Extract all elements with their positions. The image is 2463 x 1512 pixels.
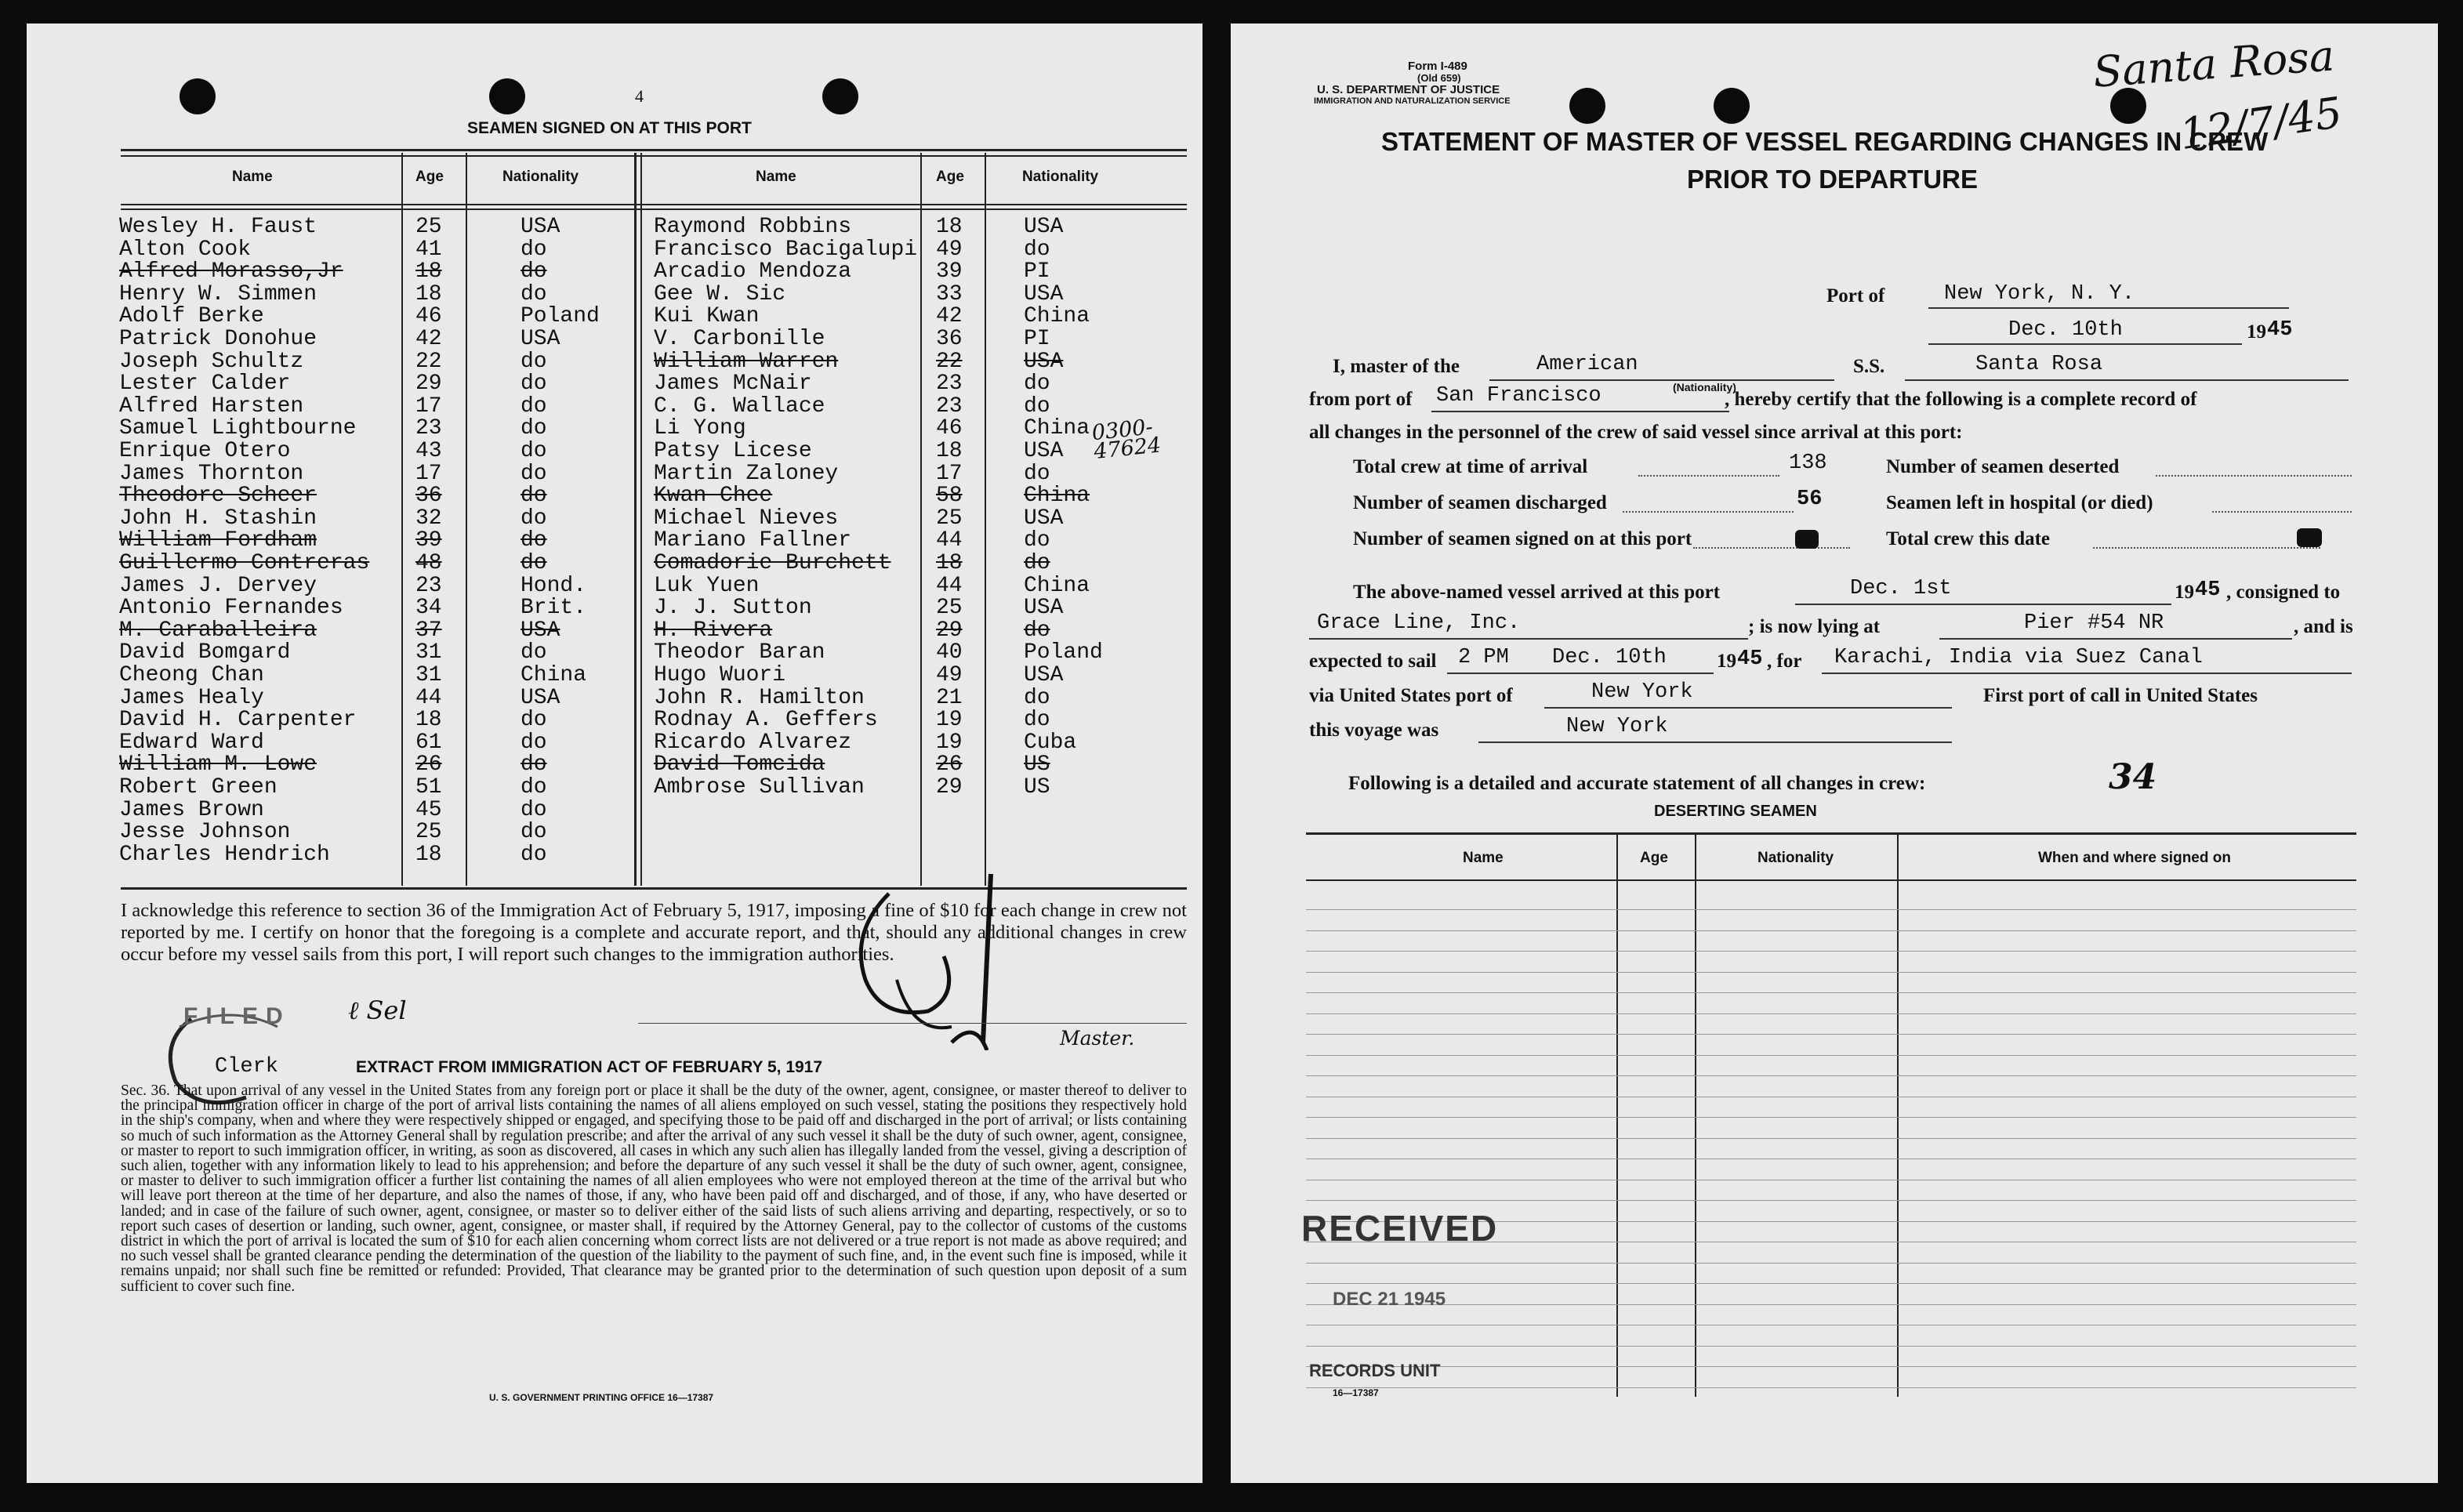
punch-hole xyxy=(822,78,858,114)
crew-nationality: do xyxy=(1024,461,1050,486)
certify-text: , hereby certify that the following is a complete record of xyxy=(1725,389,2197,410)
crew-age: 48 xyxy=(415,551,442,575)
crew-nationality: USA xyxy=(1024,596,1064,621)
crew-nationality: do xyxy=(521,461,547,486)
deserting-row-line xyxy=(1306,1158,2356,1159)
sail-year: 45 xyxy=(1737,647,1763,671)
crew-nationality: Poland xyxy=(1024,640,1103,665)
crew-age: 51 xyxy=(415,775,442,800)
crew-age: 44 xyxy=(936,573,963,598)
crew-name: Comadorie Burchett xyxy=(654,551,891,575)
crew-row xyxy=(27,618,1140,641)
crew-age: 37 xyxy=(415,618,442,643)
deserting-col-nationality: Nationality xyxy=(1757,850,1834,866)
crew-name: M. Caraballeira xyxy=(119,618,317,643)
crew-row xyxy=(27,775,1140,798)
crew-name: William Fordham xyxy=(119,528,317,553)
crew-row xyxy=(27,820,1140,843)
crew-row xyxy=(27,215,1140,237)
crew-nationality: do xyxy=(1024,393,1050,419)
crew-name: Guillermo Contreras xyxy=(119,551,370,575)
col-header-nationality-2: Nationality xyxy=(1022,169,1099,185)
crew-age: 36 xyxy=(936,327,963,351)
crew-name: James J. Dervey xyxy=(119,573,317,598)
crew-age: 46 xyxy=(415,304,442,329)
crew-nationality: do xyxy=(1024,372,1050,397)
deserting-row-line xyxy=(1306,992,2356,993)
crew-name: Wesley H. Faust xyxy=(119,215,317,239)
crew-row xyxy=(27,798,1140,821)
crew-nationality: China xyxy=(1024,484,1090,509)
crew-nationality: China xyxy=(1024,573,1090,598)
crew-name: James Brown xyxy=(119,797,264,822)
crew-name: C. G. Wallace xyxy=(654,393,825,419)
crew-name: H. Rivera xyxy=(654,618,773,643)
crew-name: William M. Lowe xyxy=(119,752,317,778)
crew-name: J. J. Sutton xyxy=(654,596,812,621)
crew-age: 18 xyxy=(415,281,442,306)
crew-name: Samuel Lightbourne xyxy=(119,416,357,441)
col-header-nationality: Nationality xyxy=(502,169,579,185)
deserting-col-age: Age xyxy=(1640,850,1668,866)
deserting-row-line xyxy=(1306,1117,2356,1118)
crew-name: Charles Hendrich xyxy=(119,842,330,867)
crew-age: 17 xyxy=(936,461,963,486)
crew-nationality: USA xyxy=(521,327,560,351)
deserting-row-line xyxy=(1306,951,2356,952)
crew-age: 23 xyxy=(936,372,963,397)
handwritten-date: 12/7/45 xyxy=(2176,87,2345,160)
deserting-row-line xyxy=(1306,1138,2356,1139)
crew-row xyxy=(27,752,1140,778)
crew-nationality: do xyxy=(521,393,547,419)
deserting-row-line xyxy=(1306,1283,2356,1284)
crew-age: 18 xyxy=(936,551,963,575)
crew-name: Alton Cook xyxy=(119,237,252,262)
crew-nationality: do xyxy=(1024,685,1050,710)
all-changes-text: all changes in the personnel of the crew of said vessel since arrival at this port: xyxy=(1309,422,1963,443)
crew-nationality: do xyxy=(521,237,547,262)
crew-age: 22 xyxy=(415,349,442,374)
crew-row xyxy=(27,551,1140,574)
crew-age: 18 xyxy=(936,215,963,239)
following-text: Following is a detailed and accurate statement of all changes in crew: xyxy=(1348,773,1926,794)
first-port-label: First port of call in United States xyxy=(1983,685,2258,706)
crew-nationality: do xyxy=(521,281,547,306)
crew-nationality: do xyxy=(521,752,547,778)
crew-nationality: USA xyxy=(521,215,560,239)
voyage-value: New York xyxy=(1566,715,1668,738)
discharged-value: 56 xyxy=(1797,488,1823,511)
total-arrival-label: Total crew at time of arrival xyxy=(1353,456,1588,477)
master-of-label: I, master of the xyxy=(1333,356,1460,377)
crew-nationality: do xyxy=(1024,551,1050,575)
crew-age: 44 xyxy=(415,685,442,710)
from-port-label: from port of xyxy=(1309,389,1413,410)
page-number: 4 xyxy=(635,86,644,106)
arrived-year: 45 xyxy=(2195,578,2221,602)
crew-name: Ambrose Sullivan xyxy=(654,775,865,800)
crew-nationality: do xyxy=(521,439,547,463)
deserted-label: Number of seamen deserted xyxy=(1886,456,2120,477)
crew-nationality: PI xyxy=(1024,259,1050,285)
punch-hole xyxy=(1569,88,1605,124)
punch-hole xyxy=(1714,88,1750,124)
lying-label: ; is now lying at xyxy=(1748,616,1881,637)
crew-age: 58 xyxy=(936,484,963,509)
col-header-name: Name xyxy=(232,169,273,185)
crew-nationality: do xyxy=(521,484,547,509)
crew-nationality: USA xyxy=(1024,439,1064,463)
records-unit-stamp: RECORDS UNIT xyxy=(1309,1361,1441,1380)
crew-age: 26 xyxy=(415,752,442,778)
crew-age: 26 xyxy=(936,752,963,778)
crew-age: 22 xyxy=(936,349,963,374)
crew-nationality: do xyxy=(521,349,547,374)
pier-value: Pier #54 NR xyxy=(2024,611,2164,635)
crew-age: 42 xyxy=(936,304,963,329)
crew-nationality: China xyxy=(1024,416,1090,441)
form-title-line2: PRIOR TO DEPARTURE xyxy=(1687,165,1978,194)
crew-row xyxy=(27,327,1140,350)
crew-age: 25 xyxy=(936,506,963,531)
crew-age: 40 xyxy=(936,640,963,665)
punch-hole xyxy=(180,78,216,114)
crew-nationality: Brit. xyxy=(521,596,587,621)
crew-row xyxy=(27,372,1140,397)
crew-nationality: Hond. xyxy=(521,573,587,598)
punch-hole xyxy=(489,78,525,114)
crew-nationality: do xyxy=(521,372,547,397)
crew-name: Theodor Baran xyxy=(654,640,825,665)
crew-name: Joseph Schultz xyxy=(119,349,304,374)
crew-row xyxy=(27,462,1140,484)
crew-name: Kwan Chee xyxy=(654,484,773,509)
crew-name: James McNair xyxy=(654,372,812,397)
crew-nationality: do xyxy=(521,528,547,553)
crew-age: 31 xyxy=(415,640,442,665)
crew-nationality: do xyxy=(1024,708,1050,733)
crew-name: Ricardo Alvarez xyxy=(654,730,852,755)
deserting-row-line xyxy=(1306,1034,2356,1035)
crew-nationality: do xyxy=(521,506,547,531)
deserting-row-line xyxy=(1306,1366,2356,1367)
crew-nationality: do xyxy=(521,551,547,575)
crew-age: 49 xyxy=(936,237,963,262)
crew-name: Raymond Robbins xyxy=(654,215,852,239)
deserting-row-line xyxy=(1306,1387,2356,1388)
crew-name: James Thornton xyxy=(119,461,304,486)
crew-row xyxy=(27,640,1140,663)
crew-age: 39 xyxy=(936,259,963,285)
stamp-text: FILED xyxy=(183,1003,291,1029)
crew-name: David H. Carpenter xyxy=(119,708,357,733)
from-port-value: San Francisco xyxy=(1436,384,1601,408)
crew-age: 18 xyxy=(415,842,442,867)
deserting-col-name: Name xyxy=(1463,850,1504,866)
extract-title: EXTRACT FROM IMMIGRATION ACT OF FEBRUARY 5, 1917 xyxy=(356,1058,823,1076)
acknowledgement-text: I acknowledge this reference to section 36 of the Immigration Act of February 5, 1917, imposing a fine of $10 for each change in crew not reported by me. I certify on honor that the foregoing is a complete and accurate report, and that, should any additional changes in crew occur before my vessel sails from this port, I will report such changes to the immigration authorities. xyxy=(121,900,1187,965)
via-value: New York xyxy=(1591,680,1693,704)
service: IMMIGRATION AND NATURALIZATION SERVICE xyxy=(1314,96,1511,106)
crew-nationality: Poland xyxy=(521,304,600,329)
crew-nationality: USA xyxy=(521,618,560,643)
deserting-row-line xyxy=(1306,1263,2356,1264)
for-label: , for xyxy=(1767,651,1802,672)
crew-nationality: do xyxy=(521,259,547,285)
ss-label: S.S. xyxy=(1853,356,1885,377)
and-is-text: , and is xyxy=(2294,616,2353,637)
crew-row xyxy=(27,528,1140,551)
crew-name: Michael Nieves xyxy=(654,506,839,531)
crew-nationality: do xyxy=(1024,528,1050,553)
crew-age: 25 xyxy=(415,215,442,239)
margin-note: 0300-47624 xyxy=(1090,415,1163,465)
crew-name: Patsy Licese xyxy=(654,439,812,463)
date-value: Dec. 10th xyxy=(2008,318,2123,342)
crew-name: Hugo Wuori xyxy=(654,663,786,687)
crew-name: Robert Green xyxy=(119,775,277,800)
crew-row xyxy=(27,304,1140,327)
deserting-row-line xyxy=(1306,1346,2356,1347)
col-header-age-2: Age xyxy=(936,169,964,185)
sail-time-value: 2 PM xyxy=(1458,646,1509,669)
crew-age: 33 xyxy=(936,281,963,306)
crew-row xyxy=(27,731,1140,753)
deserting-row-line xyxy=(1306,930,2356,931)
crew-name: Martin Zaloney xyxy=(654,461,839,486)
crew-nationality: do xyxy=(521,640,547,665)
crew-name: David Tomcida xyxy=(654,752,825,778)
crew-name: Alfred Harsten xyxy=(119,393,304,419)
clerk-label: Clerk xyxy=(215,1055,279,1079)
crew-age: 19 xyxy=(936,730,963,755)
clerk-initials: ℓ Sel xyxy=(348,995,407,1025)
crew-name: James Healy xyxy=(119,685,264,710)
crew-age: 19 xyxy=(936,708,963,733)
crew-age: 49 xyxy=(936,663,963,687)
port-of-value: New York, N. Y. xyxy=(1944,282,2135,306)
crew-age: 42 xyxy=(415,327,442,351)
crew-nationality: China xyxy=(1024,304,1090,329)
crew-age: 29 xyxy=(936,775,963,800)
crew-row xyxy=(27,708,1140,731)
total-this-date-label: Total crew this date xyxy=(1886,528,2051,549)
year-value: 45 xyxy=(2267,318,2293,342)
master-label: Master. xyxy=(1060,1027,1135,1050)
crew-name: Henry W. Simmen xyxy=(119,281,317,306)
crew-row xyxy=(27,574,1140,596)
crew-name: David Bomgard xyxy=(119,640,291,665)
crew-age: 41 xyxy=(415,237,442,262)
col-header-name-2: Name xyxy=(756,169,796,185)
crew-name: John H. Stashin xyxy=(119,506,317,531)
crew-age: 23 xyxy=(415,573,442,598)
left-page xyxy=(27,24,1202,1483)
crew-name: Jesse Johnson xyxy=(119,820,291,845)
crew-age: 29 xyxy=(936,618,963,643)
crew-name: Antonio Fernandes xyxy=(119,596,343,621)
crew-age: 31 xyxy=(415,663,442,687)
crew-nationality: do xyxy=(521,775,547,800)
crew-name: Theodore Scheer xyxy=(119,484,317,509)
ink-blot xyxy=(1795,530,1819,549)
crew-row xyxy=(27,237,1140,260)
deserting-col-when-where: When and where signed on xyxy=(2038,850,2231,866)
crew-name: Adolf Berke xyxy=(119,304,264,329)
ship-value: Santa Rosa xyxy=(1975,353,2103,376)
crew-nationality: USA xyxy=(1024,506,1064,531)
crew-age: 36 xyxy=(415,484,442,509)
signed-on-label: Number of seamen signed on at this port xyxy=(1353,528,1692,549)
year-prefix: 19 xyxy=(2247,321,2266,343)
crew-nationality: do xyxy=(1024,237,1050,262)
received-date-stamp: DEC 21 1945 xyxy=(1333,1289,1446,1310)
extract-text: Sec. 36. That upon arrival of any vessel in the United States from any foreign port or place it shall be the duty of the owner, agent, consignee, or master thereof to deliver to the principal immigration officer in charge of the port of arrival lists containing the names of all aliens employed on such vessel, stating the positions they respectively hold in the ship's company, when and where they were respectively shipped or engaged, and specifying those to be paid off and discharged in the port of arrival; or lists containing so much of such information as the Attorney General shall by regulation prescribe; and after the arrival of any such vessel it shall be the duty of such owner, agent, consignee, or master to report to such immigration officer, in writing, as soon as discovered, all cases in which any such alien has illegally landed from the vessel, giving a description of such alien, together with any information likely to lead to his apprehension; and before the departure of any such vessel it shall be the duty of such owner, agent, consignee, or master to deliver to such immigration officer a further list containing the names of all alien employees who were not employed thereon at the time of the arrival but who will leave port thereon at the time of her departure, and also the names of those, if any, who have been paid off and discharged, and of those, if any, who have deserted or landed; and in case of the failure of such owner, agent, consignee, or master so to deliver either of the said lists of such aliens arriving and departing, respectively, or so to report such cases of desertion or landing, such owner, agent, consignee, or master shall, if required by the Attorney General, pay to the collector of customs of the customs district in which the port of arrival is located the sum of $10 for each alien concerning whom correct lists are not delivered or a true report is not made as above required; and no such vessel shall be granted clearance pending the determination of the question of the liability to the payment of such fine, and, in the event such fine is imposed, while it remains unpaid; nor shall such fine be remitted or refunded: Provided, That clearance may be granted prior to the determination of such question upon deposit of a sum sufficient to cover such fine. xyxy=(121,1082,1187,1295)
crew-name: Lester Calder xyxy=(119,372,291,397)
crew-row xyxy=(27,686,1140,709)
master-signature xyxy=(842,862,1030,1050)
crew-name: Kui Kwan xyxy=(654,304,760,329)
crew-name: Luk Yuen xyxy=(654,573,760,598)
crew-row xyxy=(27,439,1140,462)
crew-name: Enrique Otero xyxy=(119,439,291,463)
voyage-label: this voyage was xyxy=(1309,720,1439,741)
deserting-row-line xyxy=(1306,1304,2356,1305)
crew-age: 46 xyxy=(936,416,963,441)
crew-age: 61 xyxy=(415,730,442,755)
crew-age: 21 xyxy=(936,685,963,710)
crew-nationality: USA xyxy=(1024,281,1064,306)
nationality-caption: (Nationality) xyxy=(1673,381,1736,393)
hospital-label: Seamen left in hospital (or died) xyxy=(1886,492,2153,513)
crew-name: Patrick Donohue xyxy=(119,327,317,351)
form-number: Form I-489 xyxy=(1408,60,1467,73)
crew-nationality: do xyxy=(521,797,547,822)
crew-nationality: USA xyxy=(1024,663,1064,687)
printing-office: U. S. GOVERNMENT PRINTING OFFICE 16—17387 xyxy=(489,1392,714,1403)
handwritten-ship-name: Santa Rosa xyxy=(2091,31,2336,97)
crew-name: John R. Hamilton xyxy=(654,685,865,710)
printing-code: 16—17387 xyxy=(1333,1387,1379,1398)
crew-row xyxy=(27,416,1140,439)
deserting-row-line xyxy=(1306,909,2356,910)
crew-name: Li Yong xyxy=(654,416,746,441)
crew-age: 25 xyxy=(415,820,442,845)
deserting-row-line xyxy=(1306,1075,2356,1076)
sail-date-value: Dec. 10th xyxy=(1552,646,1667,669)
crew-nationality: do xyxy=(521,820,547,845)
crew-age: 34 xyxy=(415,596,442,621)
crew-age: 25 xyxy=(936,596,963,621)
crew-name: Francisco Bacigalupi xyxy=(654,237,918,262)
crew-name: Mariano Fallner xyxy=(654,528,852,553)
nationality-value: American xyxy=(1536,353,1638,376)
ink-blot xyxy=(2297,528,2322,547)
crew-nationality: do xyxy=(521,416,547,441)
crew-name: Rodnay A. Geffers xyxy=(654,708,878,733)
crew-age: 23 xyxy=(415,416,442,441)
crew-row xyxy=(27,663,1140,686)
received-stamp: RECEIVED xyxy=(1301,1208,1499,1249)
discharged-label: Number of seamen discharged xyxy=(1353,492,1607,513)
consigned-label: , consigned to xyxy=(2226,582,2341,603)
total-arrival-value: 138 xyxy=(1789,451,1827,475)
right-page: Form I-489 (Old 659) U. S. DEPARTMENT OF JUSTICE IMMIGRATION AND NATURALIZATION SERVICE Santa Rosa 12/7/45 STATEMENT OF MASTER OF VESSEL REGARDING CHANGES IN CREW PRIOR TO DEPARTURE Port of New York, N. Y. Dec. 10th 19 45 I, master of the American S.S. Santa Rosa from port of San Francisco (Nationality) , hereby certify that the following is a complete record of all changes in the personnel of the crew of said vessel since arrival at this port: Total crew at time of arrival 138 Number of seamen deserted Number of seamen discharged 56 Seamen left in hospital (or died) Number of seamen signed on at this port Total crew this date The above-named vessel arrived at this port Dec. 1st 19 45 , consigned to Grace Line, Inc. ; is now lying at Pier #54 NR , and is expected to sail 2 PM Dec. 10th 19 45 , for Karachi, India via Suez Canal via United States port of New York First port of call in United States this voyage was New York Following is a detailed and accurate statement of all changes in crew: 34 DESERTING SEAMEN Name Age Nationality When and where signed on RECEIVED DEC 21 1945 RECORDS UNIT 16—17387 xyxy=(1231,24,2438,1483)
deserting-row-line xyxy=(1306,972,2356,973)
crew-age: 23 xyxy=(936,393,963,419)
crew-age: 32 xyxy=(415,506,442,531)
deserting-row-line xyxy=(1306,1055,2356,1056)
crew-name: Gee W. Sic xyxy=(654,281,786,306)
crew-nationality: China xyxy=(521,663,587,687)
crew-name: Alfred Morasso,Jr xyxy=(119,259,343,285)
crew-age: 18 xyxy=(415,259,442,285)
crew-age: 29 xyxy=(415,372,442,397)
crew-age: 18 xyxy=(936,439,963,463)
form-old: (Old 659) xyxy=(1417,72,1461,84)
crew-nationality: USA xyxy=(1024,349,1064,374)
deserting-seamen-title: DESERTING SEAMEN xyxy=(1654,803,1817,820)
crew-nationality: USA xyxy=(1024,215,1064,239)
expected-label: expected to sail xyxy=(1309,651,1437,672)
crew-age: 17 xyxy=(415,393,442,419)
crew-row xyxy=(27,394,1140,417)
crew-row xyxy=(27,484,1140,509)
crew-row xyxy=(27,350,1140,372)
form-title-line1: STATEMENT OF MASTER OF VESSEL REGARDING CHANGES IN CREW xyxy=(1381,127,2269,156)
crew-age: 43 xyxy=(415,439,442,463)
seamen-signed-on-title: SEAMEN SIGNED ON AT THIS PORT xyxy=(467,119,752,137)
crew-nationality: Cuba xyxy=(1024,730,1077,755)
crew-nationality: do xyxy=(521,842,547,867)
crew-nationality: do xyxy=(521,708,547,733)
crew-nationality: US xyxy=(1024,775,1050,800)
arrived-value: Dec. 1st xyxy=(1850,577,1952,600)
deserting-row-line xyxy=(1306,1013,2356,1014)
deserting-row-line xyxy=(1306,1200,2356,1201)
crew-nationality: do xyxy=(1024,618,1050,643)
arrived-label: The above-named vessel arrived at this port xyxy=(1353,582,1721,603)
crew-row xyxy=(27,282,1140,305)
crew-name: Edward Ward xyxy=(119,730,264,755)
crew-row xyxy=(27,259,1140,285)
crew-row xyxy=(27,596,1140,621)
handwritten-count: 34 xyxy=(2109,757,2157,797)
port-of-label: Port of xyxy=(1826,285,1885,306)
crew-age: 18 xyxy=(415,708,442,733)
crew-name: Cheong Chan xyxy=(119,663,264,687)
crew-name: Arcadio Mendoza xyxy=(654,259,852,285)
crew-age: 39 xyxy=(415,528,442,553)
crew-nationality: PI xyxy=(1024,327,1050,351)
department: U. S. DEPARTMENT OF JUSTICE xyxy=(1317,83,1500,96)
crew-age: 17 xyxy=(415,461,442,486)
crew-nationality: US xyxy=(1024,752,1050,778)
crew-age: 44 xyxy=(936,528,963,553)
consignee-value: Grace Line, Inc. xyxy=(1317,611,1521,635)
crew-name: V. Carbonille xyxy=(654,327,825,351)
crew-age: 45 xyxy=(415,797,442,822)
crew-row xyxy=(27,506,1140,529)
destination-value: Karachi, India via Suez Canal xyxy=(1834,646,2203,669)
crew-nationality: USA xyxy=(521,685,560,710)
col-header-age: Age xyxy=(415,169,444,185)
crew-name: William Warren xyxy=(654,349,839,374)
crew-nationality: do xyxy=(521,730,547,755)
via-label: via United States port of xyxy=(1309,685,1513,706)
